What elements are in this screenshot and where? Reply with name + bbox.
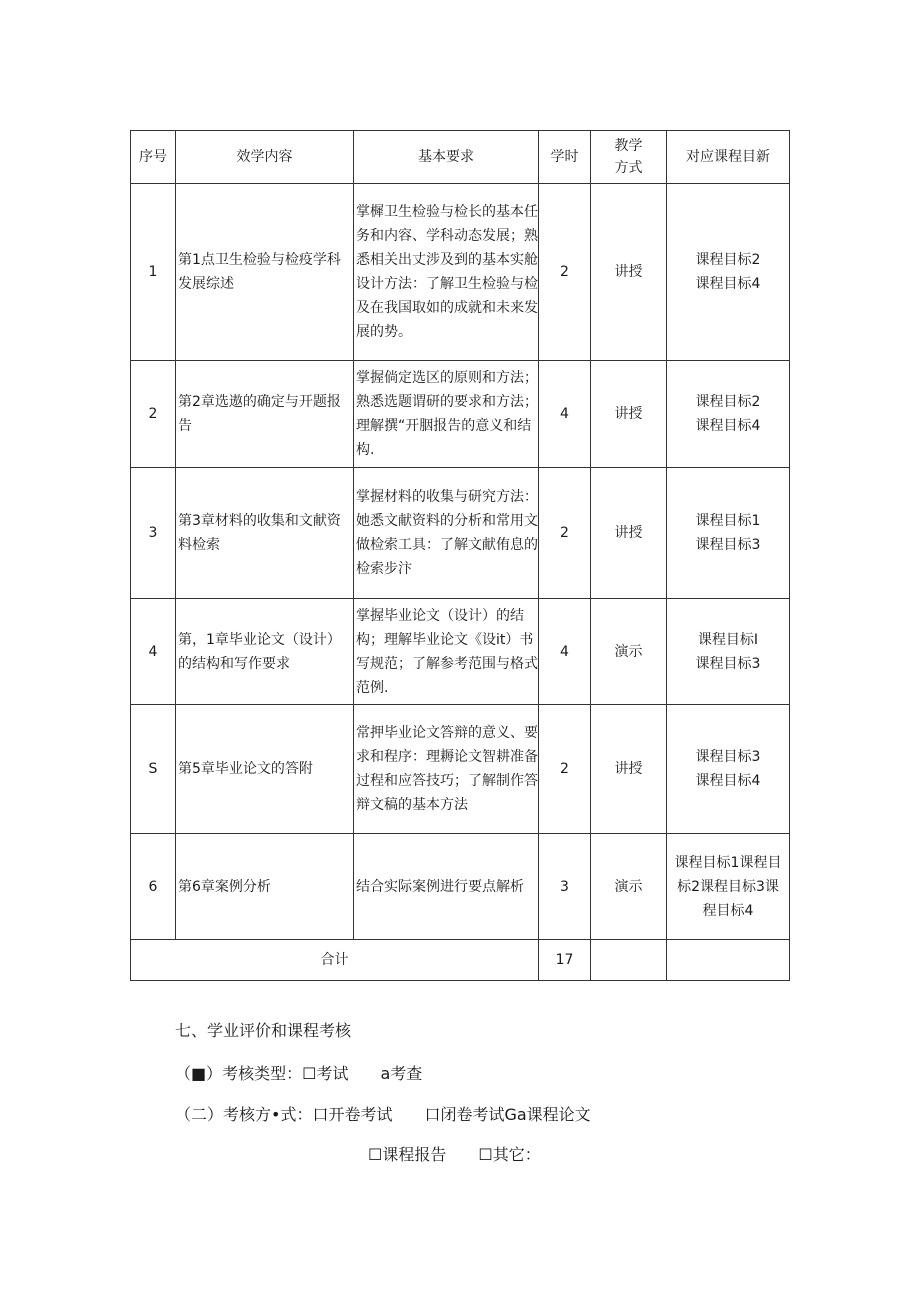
table-row: [131, 184, 790, 361]
row-hours: 4: [539, 361, 591, 468]
header-goals: 对应课程目新: [667, 131, 790, 184]
row-no: 2: [131, 361, 176, 468]
assessment-method-line: （二）考核方•式：口开卷考试 口闭卷考试Ga课程论文: [175, 1105, 591, 1124]
row-requirement: 掌握倘定选区的原则和方法；熟悉选题谓研的要求和方法；理解撰“开胭报告的意义和结构.: [354, 361, 539, 468]
goal-item: 课程目标2: [695, 252, 761, 268]
row-requirement: 掌樨卫生检验与检长的基本任务和内容、学科动态发展；熟悉相关出丈涉及到的基本实舱设计方法：了解卫生检验与检及在我国取如的成就和未来发展的势。: [354, 184, 539, 361]
row-hours: 2: [539, 468, 591, 599]
assessment-method-line-2: ☐课程报告 ☐其它：: [368, 1145, 541, 1164]
table-row: [131, 834, 790, 940]
row-requirement: 掌握毕业论文（设计）的结构；理解毕业论文《设it）书写规范；了解参考范围与格式范例.: [354, 599, 539, 705]
total-goals-empty: [667, 940, 790, 981]
section-7-title: 七、学业评价和课程考核: [175, 1021, 352, 1040]
row-method: 讲授: [591, 361, 667, 468]
row-goals: [667, 361, 790, 468]
goal-item: 课程目标I: [697, 631, 759, 648]
goal-item: 课程目标3: [695, 655, 761, 672]
header-content: 效学内容: [176, 131, 354, 184]
row-requirement: 结合实际案例进行要点解析: [354, 834, 539, 940]
row-no: 3: [131, 468, 176, 599]
goal-item: 课程目标1: [695, 513, 761, 529]
table-header-row: [131, 131, 790, 184]
row-requirement: 掌握材料的收集与研究方法：她悉文献资料的分析和常用文做检索工具：了解文献侑息的检索步汴: [354, 468, 539, 599]
table-row: [131, 468, 790, 599]
row-goals: [667, 705, 790, 834]
row-requirement: 常押毕业论文答辩的意义、要求和程序：理耨论文智耕准备过程和应答技巧；了解制作答辩文稿的基本方法: [354, 705, 539, 834]
table-row: [131, 599, 790, 705]
row-method: 演示: [591, 834, 667, 940]
total-row: [131, 940, 790, 981]
row-hours: 4: [539, 599, 591, 705]
course-content-table: [130, 130, 790, 981]
row-goals: [667, 184, 790, 361]
row-method: 讲授: [591, 705, 667, 834]
row-hours: 2: [539, 184, 591, 361]
header-hours: 学时: [539, 131, 591, 184]
row-content: 第2章选遨的确定与开题报告: [176, 361, 354, 468]
row-hours: 3: [539, 834, 591, 940]
row-goals: [667, 599, 790, 705]
goal-item: 课程目标2: [695, 394, 761, 410]
header-seq: 序号: [131, 131, 176, 184]
goal-item: 课程目标4: [695, 773, 761, 789]
goal-item: 课程目标3: [695, 749, 761, 765]
total-method-empty: [591, 940, 667, 981]
table-row: [131, 705, 790, 834]
row-content: 第6章案例分析: [176, 834, 354, 940]
goal-item: 课程目标1课程目标2课程目标3课程目标4: [674, 854, 782, 919]
row-hours: 2: [539, 705, 591, 834]
header-method: 教学方式: [591, 131, 667, 184]
row-content: 第5章毕业论文的答附: [176, 705, 354, 834]
row-method: 演示: [591, 599, 667, 705]
table-row: [131, 361, 790, 468]
row-content: 第3章材料的收集和文献资料检索: [176, 468, 354, 599]
row-no: 6: [131, 834, 176, 940]
row-content: 第1点卫生检验与检疫学科发展综述: [176, 184, 354, 361]
row-method: 讲授: [591, 184, 667, 361]
total-label: 合计: [131, 940, 539, 981]
header-requirement: 基本要求: [354, 131, 539, 184]
goal-item: 课程目标3: [695, 537, 761, 553]
goal-item: 课程目标4: [695, 276, 761, 292]
goal-item: 课程目标4: [695, 418, 761, 434]
assessment-type-line: （■）考核类型：☐考试 a考查: [175, 1064, 423, 1083]
row-content: 第，1章毕业论文（设计）的结构和写作要求: [176, 599, 354, 705]
row-method: 讲授: [591, 468, 667, 599]
row-goals: [667, 834, 790, 940]
row-no: S: [131, 705, 176, 834]
row-no: 4: [131, 599, 176, 705]
total-hours: 17: [539, 940, 591, 981]
row-goals: [667, 468, 790, 599]
row-no: 1: [131, 184, 176, 361]
